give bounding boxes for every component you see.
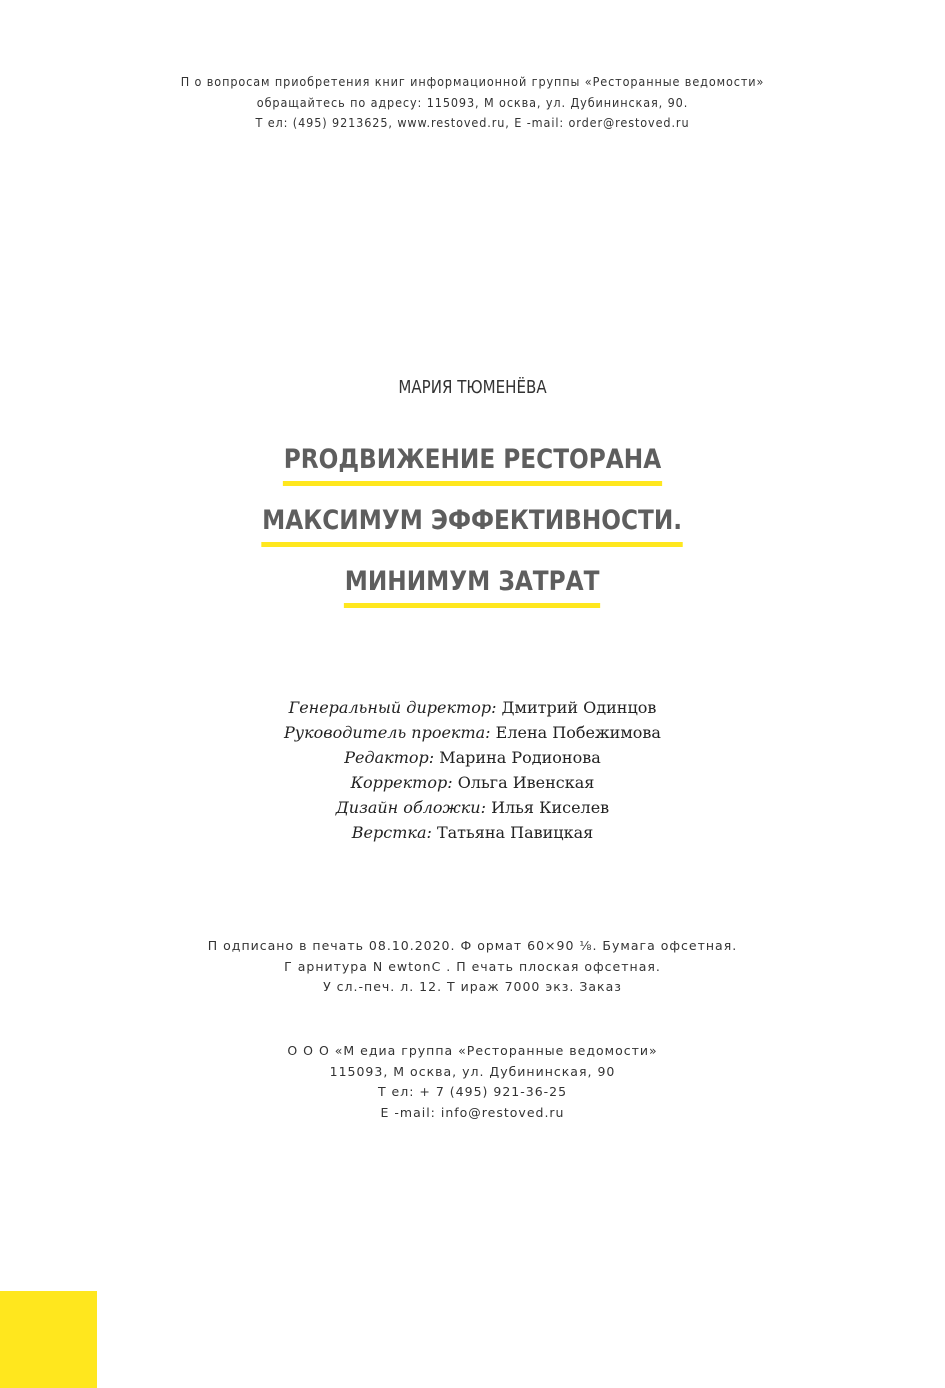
publisher-line: E -mail: info@restoved.ru	[380, 1104, 565, 1120]
title-line-text: МИНИМУМ ЗАТРАТ	[344, 562, 600, 608]
credit-row	[0, 770, 945, 795]
credit-role: Корректор:	[350, 773, 453, 792]
print-imprint	[0, 936, 945, 998]
imprint-line: Г арнитура N ewtonC . П ечать плоская офсетная.	[284, 958, 661, 974]
credit-name: Ольга Ивенская	[457, 773, 595, 792]
title-line	[0, 501, 945, 562]
purchase-notice-line: Т ел: (495) 9213625, www.restoved.ru, E -mail: order@restoved.ru	[255, 115, 690, 130]
credit-row	[0, 820, 945, 845]
credit-name: Елена Побежимова	[495, 723, 661, 742]
title-line	[0, 440, 945, 501]
credit-row	[0, 795, 945, 820]
credit-name: Илья Киселев	[491, 798, 610, 817]
author-name: МАРИЯ ТЮМЕНЁВА	[398, 378, 547, 398]
credit-row	[0, 695, 945, 720]
purchase-notice-line: П о вопросам приобретения книг информационной группы «Ресторанные ведомости»	[180, 74, 765, 89]
title-line-text: PRОДВИЖЕНИЕ РЕСТОРАНА	[283, 440, 662, 486]
publisher-line: Т ел: + 7 (495) 921-36-25	[377, 1084, 568, 1099]
purchase-notice	[0, 72, 945, 134]
credit-row	[0, 745, 945, 770]
credits-list	[0, 695, 945, 845]
credit-row	[0, 720, 945, 745]
credit-role: Генеральный директор:	[288, 698, 497, 717]
publisher-info	[0, 1041, 945, 1123]
title-line	[0, 562, 945, 623]
credit-role: Дизайн обложки:	[335, 798, 486, 817]
credit-name: Татьяна Павицкая	[436, 823, 594, 842]
publisher-line: О О О «М едиа группа «Ресторанные ведомости»	[287, 1043, 658, 1058]
imprint-line: У сл.-печ. л. 12. Т ираж 7000 экз. Заказ	[323, 979, 622, 994]
yellow-corner-block	[0, 1291, 97, 1388]
credit-role: Руководитель проекта:	[284, 723, 491, 742]
book-title	[0, 440, 945, 623]
credit-role: Верстка:	[351, 823, 432, 842]
credit-role: Редактор:	[344, 748, 435, 767]
publisher-line: 115093, М осква, ул. Дубининская, 90	[329, 1063, 616, 1079]
purchase-notice-line: обращайтесь по адресу: 115093, М осква, ул. Дубининская, 90.	[256, 94, 689, 110]
credit-name: Дмитрий Одинцов	[501, 698, 657, 717]
title-line-text: МАКСИМУМ ЭФФЕКТИВНОСТИ.	[262, 501, 684, 547]
credit-name: Марина Родионова	[439, 748, 601, 767]
imprint-line: П одписано в печать 08.10.2020. Ф ормат 60×90 ⅛. Бумага офсетная.	[207, 938, 738, 953]
